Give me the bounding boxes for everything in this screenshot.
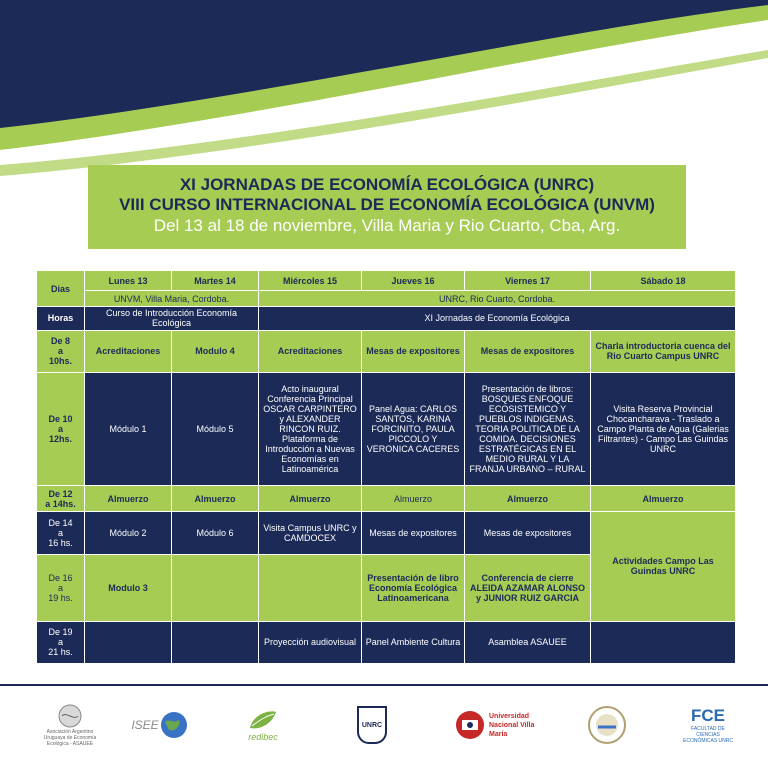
isee-logo [130,690,190,760]
dias-header: Dias [37,271,85,307]
unrc-shield: UNRC [357,706,387,744]
seal-logo [582,690,632,760]
schedule-cell: Modulo 4 [172,330,259,372]
schedule-cell: Mesas de expositores [362,330,465,372]
schedule-cell: Proyección audiovisual [259,621,362,663]
globe-icon [57,703,83,729]
schedule-cell: Almuerzo [259,486,362,512]
schedule-cell: Acreditaciones [259,330,362,372]
horas-header: Horas [37,307,85,330]
schedule-cell: Panel Ambiente Cultura [362,621,465,663]
footer-divider [0,684,768,686]
fce-sublabel: FACULTAD DE CIENCIAS ECONÓMICAS UNRC [683,726,734,744]
time-slot: De 10 a 12hs. [37,373,85,486]
fce-label: FCE [691,706,725,725]
schedule-cell: Módulo 6 [172,512,259,554]
redibec-label: redibec [248,732,278,742]
earth-icon [159,710,189,740]
redibec-logo [228,690,298,760]
table-row [37,621,736,663]
day-header-sabado: Sábado 18 [591,271,736,291]
schedule-cell: Almuerzo [465,486,591,512]
day-header-jueves: Jueves 16 [362,271,465,291]
schedule-table [36,270,736,664]
day-header-viernes: Viernes 17 [465,271,591,291]
table-row [37,271,736,291]
curso-banner: Curso de Introducción Economía Ecológica [85,307,259,330]
schedule-cell [259,554,362,621]
day-header-miercoles: Miércoles 15 [259,271,362,291]
schedule-cell [172,621,259,663]
day-header-martes: Martes 14 [172,271,259,291]
schedule-cell: Almuerzo [362,486,465,512]
schedule-cell: Panel Agua: CARLOS SANTOS, KARINA FORCINITO, PAULA PICCOLO Y VERONICA CACERES [362,373,465,486]
leaf-icon [246,708,280,732]
time-slot: De 12 a 14hs. [37,486,85,512]
schedule-cell: Mesas de expositores [465,330,591,372]
schedule-cell [591,621,736,663]
schedule-cell: Asamblea ASAUEE [465,621,591,663]
table-row [37,330,736,372]
schedule-cell [172,554,259,621]
event-title-box [88,165,686,249]
schedule-cell: Almuerzo [85,486,172,512]
schedule-cell [85,621,172,663]
event-title: XI JORNADAS DE ECONOMÍA ECOLÓGICA (UNRC) [179,175,595,194]
header-banner [0,0,768,180]
schedule-cell: Presentación de libro Economía Ecológica Latinoamericana [362,554,465,621]
sponsor-logos [0,690,768,769]
unvm-logo [448,690,548,760]
schedule-cell: Mesas de expositores [465,512,591,554]
schedule-cell: Almuerzo [591,486,736,512]
table-row [37,373,736,486]
unvm-label: Universidad Nacional Villa María [489,712,535,738]
schedule-cell: Presentación de libros: BOSQUES ENFOQUE ECOSISTEMICO Y PUEBLOS INDIGENAS. TEORIA POLITICA DE LA COMIDA. DECISIONES ESTRATÉGICAS EN EL MEDIO RURAL Y LA FRANJA URBANO – RURAL [465,373,591,486]
table-row [37,291,736,307]
time-slot: De 19 a 21 hs. [37,621,85,663]
schedule-cell: Modulo 3 [85,554,172,621]
schedule-cell: Módulo 1 [85,373,172,486]
time-slot: De 8 a 10hs. [37,330,85,372]
schedule-cell: Mesas de expositores [362,512,465,554]
table-row [37,307,736,330]
schedule-cell: Almuerzo [172,486,259,512]
schedule-cell: Acreditaciones [85,330,172,372]
table-row [37,512,736,554]
schedule-cell: Visita Reserva Provincial Chocancharava - Traslado a Campo Planta de Agua (Galerias Filtrantes) - Campo Las Guindas UNRC [591,373,736,486]
schedule-cell: Conferencia de cierre ALEIDA AZAMAR ALONSO y JUNIOR RUIZ GARCIA [465,554,591,621]
time-slot: De 16 a 19 hs. [37,554,85,621]
schedule-cell: Charla introductoria cuenca del Rio Cuarto Campus UNRC [591,330,736,372]
course-title: VIII CURSO INTERNACIONAL DE ECONOMÍA ECOLÓGICA (UNVM) [119,195,655,214]
seal-icon [587,705,627,745]
schedule-cell: Actividades Campo Las Guindas UNRC [591,512,736,621]
time-slot: De 14 a 16 hs. [37,512,85,554]
unvm-emblem-icon [455,710,485,740]
asauee-label: Asociación Argentino Uruguaya de Economía Ecológica - ASAUEE [43,729,97,747]
event-dates: Del 13 al 18 de noviembre, Villa Maria y Rio Cuarto, Cba, Arg. [153,216,621,235]
schedule-cell: Acto inaugural Conferencia Principal OSCAR CARPINTERO y ALEXANDER RINCON RUIZ. Plataforma de Introducción a Nuevas Economías en Latinoamérica [259,373,362,486]
asauee-logo [40,690,100,760]
day-header-lunes: Lunes 13 [85,271,172,291]
unrc-logo [350,690,394,760]
isee-label: ISEE [131,718,159,732]
schedule-cell: Módulo 2 [85,512,172,554]
schedule-cell: Visita Campus UNRC y CAMDOCEX [259,512,362,554]
venue-unrc: UNRC, Rio Cuarto, Cordoba. [259,291,736,307]
jornadas-banner: XI Jornadas de Economía Ecológica [259,307,736,330]
venue-unvm: UNVM, Villa Maria, Cordoba. [85,291,259,307]
schedule-cell: Módulo 5 [172,373,259,486]
fce-logo [678,690,738,760]
table-row [37,486,736,512]
